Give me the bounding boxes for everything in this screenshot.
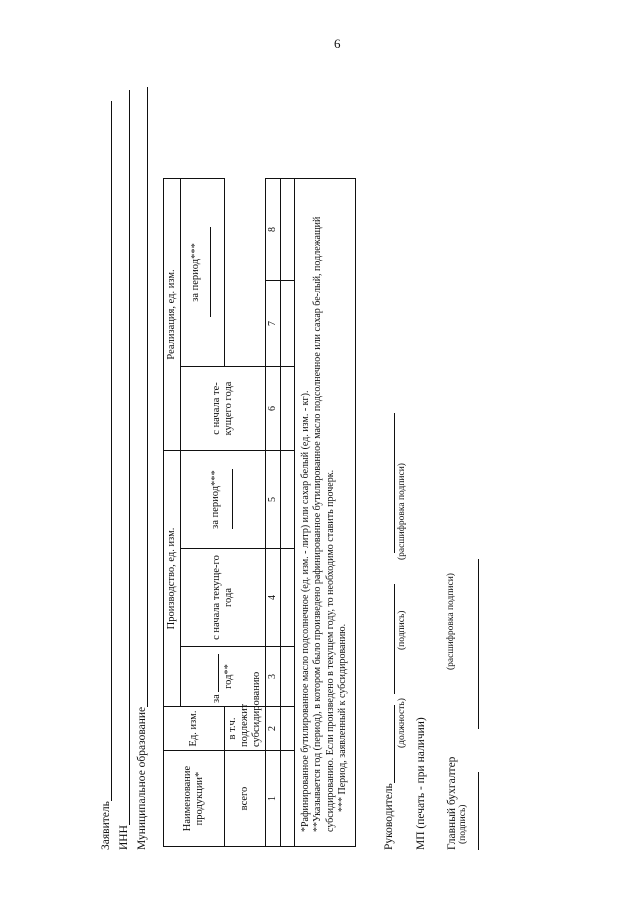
- footnote-2: **Указывается год (период), в котором было произведено рафинированное бутилированное масло подсолнечное или сахар бе-лый, подлежащий субсидированию. Если произведено в текущем году, то необходимо ставить прочерк.: [312, 216, 336, 832]
- cell[interactable]: [280, 178, 294, 280]
- acc-decode-rule: [468, 559, 479, 729]
- prod-period-blank: [232, 470, 233, 530]
- col-real-since-start: с начала те-кущего года: [181, 366, 266, 450]
- col-real-total: всего: [225, 751, 266, 847]
- position-rule: [384, 705, 395, 783]
- col-prod-year-prefix: за: [211, 694, 223, 703]
- cell[interactable]: [280, 751, 294, 847]
- chief-accountant-label: Главный бухгалтер: [446, 756, 458, 850]
- inn-line: [118, 90, 130, 850]
- municipality-line: [136, 87, 148, 850]
- col-real-period: [181, 178, 225, 366]
- col-production-group: Производство, ед. изм.: [164, 450, 181, 706]
- decode-caption: (расшифровка подписи): [397, 463, 407, 560]
- col-number: 1: [266, 751, 281, 847]
- col-real-subsidized: в т.ч. подлежит субсидированию: [225, 707, 266, 751]
- applicant-rule: [101, 101, 112, 801]
- position-caption: (должность): [397, 698, 407, 748]
- applicant-line: [100, 101, 112, 850]
- col-number: 4: [266, 549, 281, 647]
- footnote-3: *** Период, заявленный к субсидированию.: [337, 623, 349, 812]
- col-number: 5: [266, 450, 281, 548]
- col-realization-group: Реализация, ед. изм.: [164, 178, 181, 450]
- col-prod-period-label: за период***: [209, 470, 221, 529]
- year-blank: [218, 654, 219, 692]
- municipality-rule: [137, 87, 148, 707]
- cell[interactable]: [280, 707, 294, 751]
- col-number: 2: [266, 707, 281, 751]
- production-table: [163, 178, 356, 847]
- cell[interactable]: [280, 450, 294, 548]
- inn-rule: [119, 90, 130, 825]
- head-decode-rule: [384, 413, 395, 553]
- col-number: 7: [266, 280, 281, 366]
- table-footnotes: [294, 178, 355, 846]
- rotated-form: [100, 70, 520, 850]
- acc-sign-rule: [468, 772, 479, 850]
- real-period-blank: [210, 227, 211, 317]
- cell[interactable]: [280, 280, 294, 366]
- cell[interactable]: [280, 549, 294, 647]
- footnote-1: *Рафинированное бутилированное масло подсолнечное (ед. изм. - литр) или сахар белый (ед. изм. - кг).: [299, 390, 311, 832]
- col-number: 8: [266, 178, 281, 280]
- col-product-name: Наименование продукции*: [164, 751, 225, 847]
- applicant-label: Заявитель: [100, 801, 112, 850]
- col-unit: Ед. изм.: [164, 707, 225, 751]
- table-row: [280, 178, 294, 846]
- col-number: 6: [266, 366, 281, 450]
- col-prod-period: [181, 450, 266, 548]
- inn-label: ИНН: [118, 825, 130, 850]
- head-sign-rule: [384, 584, 395, 694]
- col-number: 3: [266, 647, 281, 707]
- head-line: [383, 413, 395, 850]
- page-number: 6: [334, 36, 341, 51]
- stamp-label: МП (печать - при наличии): [415, 717, 427, 850]
- acc-decode-caption: (расшифровка подписи): [446, 573, 456, 670]
- cell[interactable]: [280, 647, 294, 707]
- municipality-label: Муниципальное образование: [136, 706, 148, 850]
- sign-caption: (подпись): [397, 610, 407, 650]
- acc-sign-caption: (подпись): [458, 804, 468, 844]
- head-label: Руководитель: [383, 783, 395, 850]
- col-real-period-label: за период***: [190, 243, 201, 302]
- col-prod-year-suffix: год**: [223, 664, 235, 689]
- col-prod-since-start: с начала текуще-го года: [181, 549, 266, 647]
- accountant-sign-line: [467, 559, 479, 850]
- cell[interactable]: [280, 366, 294, 450]
